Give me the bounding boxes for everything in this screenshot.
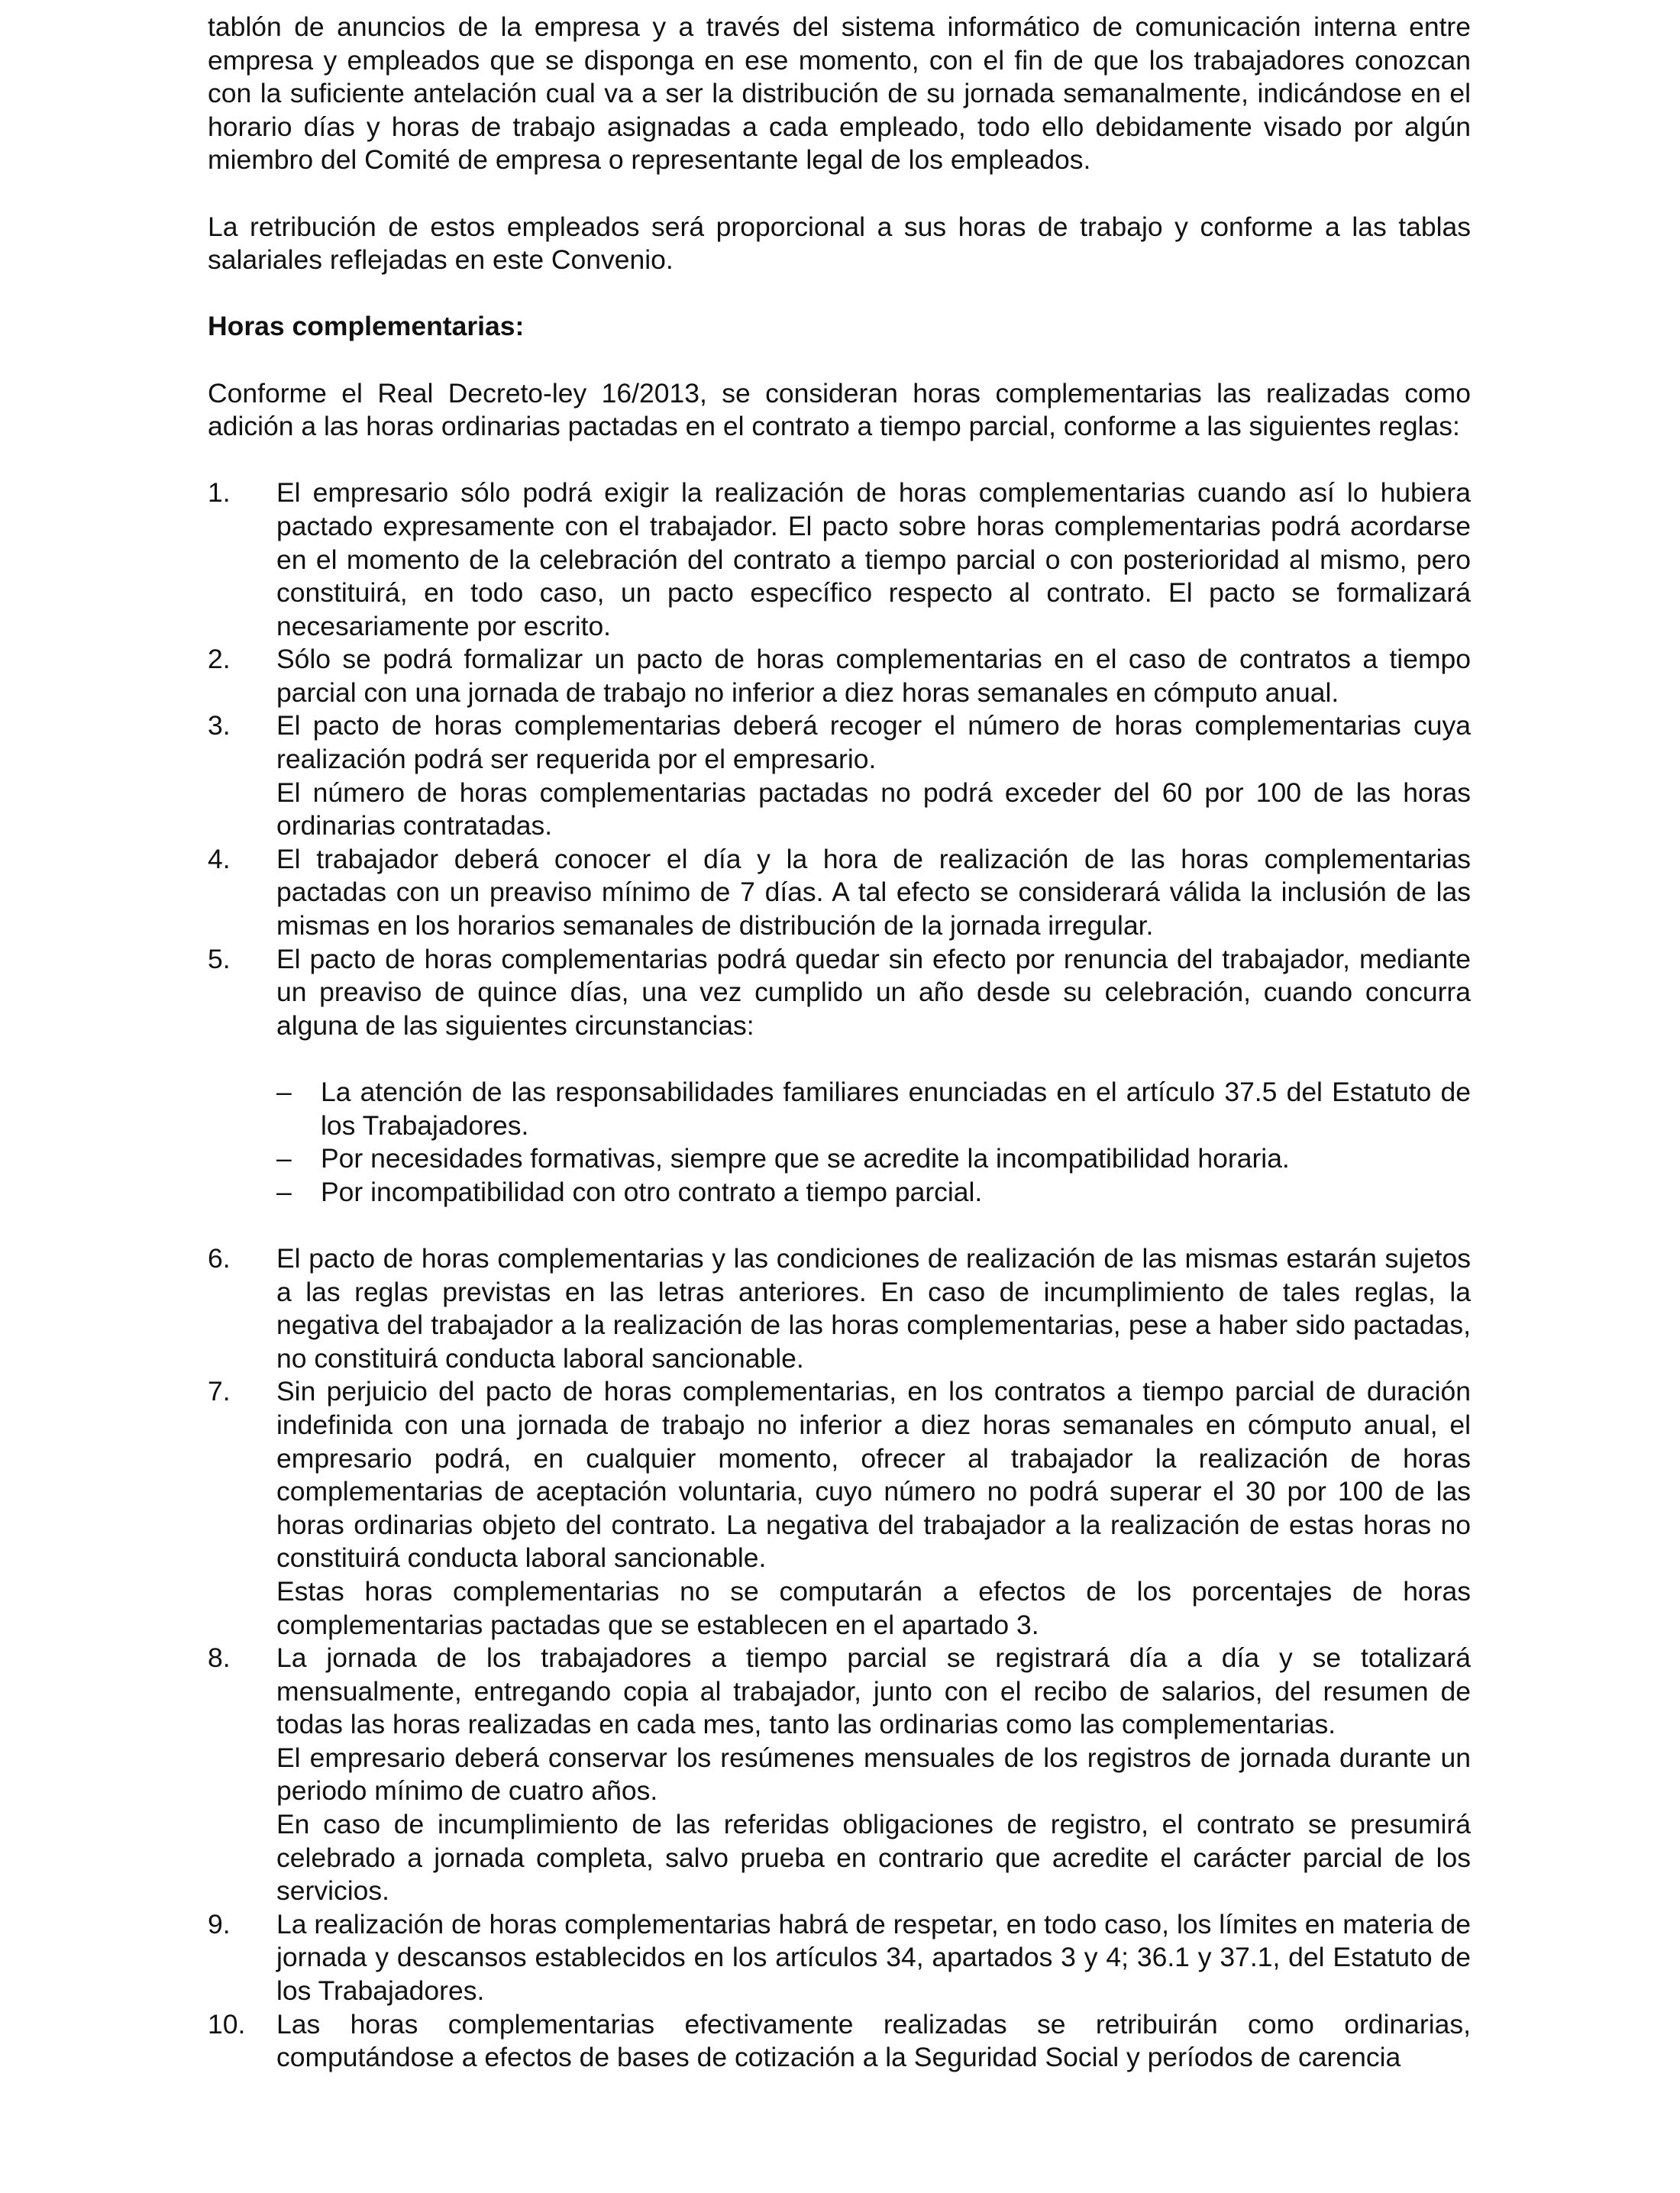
circumstance-text: Por incompatibilidad con otro contrato a tiempo parcial. [321, 1176, 983, 1207]
intro-paragraph-2: La retribución de estos empleados será proporcional a sus horas de trabajo y conforme a las tablas salariales reflejadas en este Convenio. [208, 211, 1471, 276]
list-item-number: 4. [208, 843, 231, 874]
list-item-body [276, 1375, 1471, 1642]
list-item-text: El trabajador deberá conocer el día y la hora de realización de las horas complementarias pactadas con un preaviso mínimo de 7 días. A tal efecto se considerará válida la inclusión de las mismas en los horarios semanales de distribución de la jornada irregular. [276, 843, 1471, 941]
list-item-number: 7. [208, 1376, 231, 1407]
list-item-body [276, 843, 1471, 943]
list-item-body [276, 1642, 1471, 1908]
dash-bullet: – [276, 1143, 292, 1174]
list-item-text: Sin perjuicio del pacto de horas complementarias, en los contratos a tiempo parcial de duración indefinida con una jornada de trabajo no inferior a diez horas semanales en cómputo anual, el empresario podrá, en cualquier momento, ofrecer al trabajador la realización de horas complementarias de aceptación voluntaria, cuyo número no podrá superar el 30 por 100 de las horas ordinarias objeto del contrato. La negativa del trabajador a la realización de estas horas no constituirá conducta laboral sancionable. [276, 1376, 1471, 1574]
circumstance-text: La atención de las responsabilidades familiares enunciadas en el artículo 37.5 del Estatuto de los Trabajadores. [321, 1077, 1471, 1141]
list-item-body [276, 643, 1471, 709]
list-item-number: 5. [208, 943, 231, 974]
list-item-number: 1. [208, 477, 231, 509]
circumstance-text: Por necesidades formativas, siempre que se acredite la incompatibilidad horaria. [321, 1143, 1290, 1174]
list-item-text: En caso de incumplimiento de las referidas obligaciones de registro, el contrato se presumirá celebrado a jornada completa, salvo prueba en contrario que acredite el carácter parcial de los servicios. [276, 1809, 1471, 1907]
list-item-1 [208, 476, 1471, 643]
list-item-number: 6. [208, 1242, 231, 1274]
list-item-9 [208, 1908, 1471, 2008]
dash-bullet: – [276, 1077, 292, 1107]
list-item-text: Estas horas complementarias no se computarán a efectos de los porcentajes de horas complementarias pactadas que se establecen en el apartado 3. [276, 1575, 1471, 1640]
list-item-number: 3. [208, 710, 231, 741]
list-item-4 [208, 843, 1471, 943]
list-item-number: 10. [208, 2008, 246, 2040]
list-item-7 [208, 1375, 1471, 1642]
list-item-6 [208, 1242, 1471, 1375]
list-item-10 [208, 2008, 1471, 2075]
intro-paragraph-1: tablón de anuncios de la empresa y a través del sistema informático de comunicación interna entre empresa y empleados que se disponga en ese momento, con el fin de que los trabajadores conozcan con la suficiente antelación cual va a ser la distribución de su jornada semanalmente, indicándose en el horario días y horas de trabajo asignadas a cada empleado, todo ello debidamente visado por algún miembro del Comité de empresa o representante legal de los empleados. [208, 11, 1471, 176]
section-heading: Horas complementarias: [208, 311, 525, 342]
list-item-number: 2. [208, 644, 231, 675]
list-item-text: El pacto de horas complementarias y las condiciones de realización de las mismas estarán sujetos a las reglas previstas en las letras anteriores. En caso de incumplimiento de tales reglas, la negativa del trabajador a la realización de las horas complementarias, pese a haber sido pactadas, no constituirá conducta laboral sancionable. [276, 1242, 1471, 1374]
list-item-3 [208, 709, 1471, 842]
section-lead: Conforme el Real Decreto-ley 16/2013, se consideran horas complementarias las realizadas como adición a las horas ordinarias pactadas en el contrato a tiempo parcial, conforme a las siguientes reglas: [208, 377, 1471, 442]
circumstances-list [276, 1076, 1471, 1209]
list-item-text: El número de horas complementarias pactadas no podrá exceder del 60 por 100 de las horas ordinarias contratadas. [276, 777, 1471, 841]
list-item-body [276, 1908, 1471, 2008]
list-item-body [276, 2008, 1471, 2075]
list-item-text: El pacto de horas complementarias podrá quedar sin efecto por renuncia del trabajador, mediante un preaviso de quince días, una vez cumplido un año desde su celebración, cuando concurra alguna de las siguientes circunstancias: [276, 943, 1471, 1041]
list-item-2 [208, 643, 1471, 709]
document-page [208, 11, 1471, 2075]
list-item-body [276, 943, 1471, 1242]
list-item-number: 9. [208, 1908, 231, 1939]
list-item-5 [208, 943, 1471, 1242]
circumstance-item [276, 1142, 1471, 1176]
list-item-body [276, 476, 1471, 643]
list-item-body [276, 1242, 1471, 1375]
list-item-text: Sólo se podrá formalizar un pacto de horas complementarias en el caso de contratos a tiempo parcial con una jornada de trabajo no inferior a diez horas semanales en cómputo anual. [276, 644, 1471, 708]
circumstance-item [276, 1076, 1471, 1142]
list-item-text: El empresario deberá conservar los resúmenes mensuales de los registros de jornada durante un periodo mínimo de cuatro años. [276, 1742, 1471, 1807]
list-item-8 [208, 1642, 1471, 1908]
list-item-text: La jornada de los trabajadores a tiempo parcial se registrará día a día y se totalizará mensualmente, entregando copia al trabajador, junto con el recibo de salarios, del resumen de todas las horas realizadas en cada mes, tanto las ordinarias como las complementarias. [276, 1642, 1471, 1740]
numbered-list [208, 476, 1471, 2075]
list-item-body [276, 709, 1471, 842]
list-item-number: 8. [208, 1642, 231, 1674]
list-item-text: El pacto de horas complementarias deberá recoger el número de horas complementarias cuya realización podrá ser requerida por el empresario. [276, 710, 1471, 775]
list-item-text: La realización de horas complementarias habrá de respetar, en todo caso, los límites en materia de jornada y descansos establecidos en los artículos 34, apartados 3 y 4; 36.1 y 37.1, del Estatuto de los Trabajadores. [276, 1908, 1471, 2007]
list-item-text: Las horas complementarias efectivamente realizadas se retribuirán como ordinarias, computándose a efectos de bases de cotización a la Seguridad Social y períodos de carencia [276, 2008, 1471, 2073]
dash-bullet: – [276, 1176, 292, 1207]
circumstance-item [276, 1176, 1471, 1210]
list-item-text: El empresario sólo podrá exigir la realización de horas complementarias cuando así lo hubiera pactado expresamente con el trabajador. El pacto sobre horas complementarias podrá acordarse en el momento de la celebración del contrato a tiempo parcial o con posterioridad al mismo, pero constituirá, en todo caso, un pacto específico respecto al contrato. El pacto se formalizará necesariamente por escrito. [276, 477, 1471, 641]
